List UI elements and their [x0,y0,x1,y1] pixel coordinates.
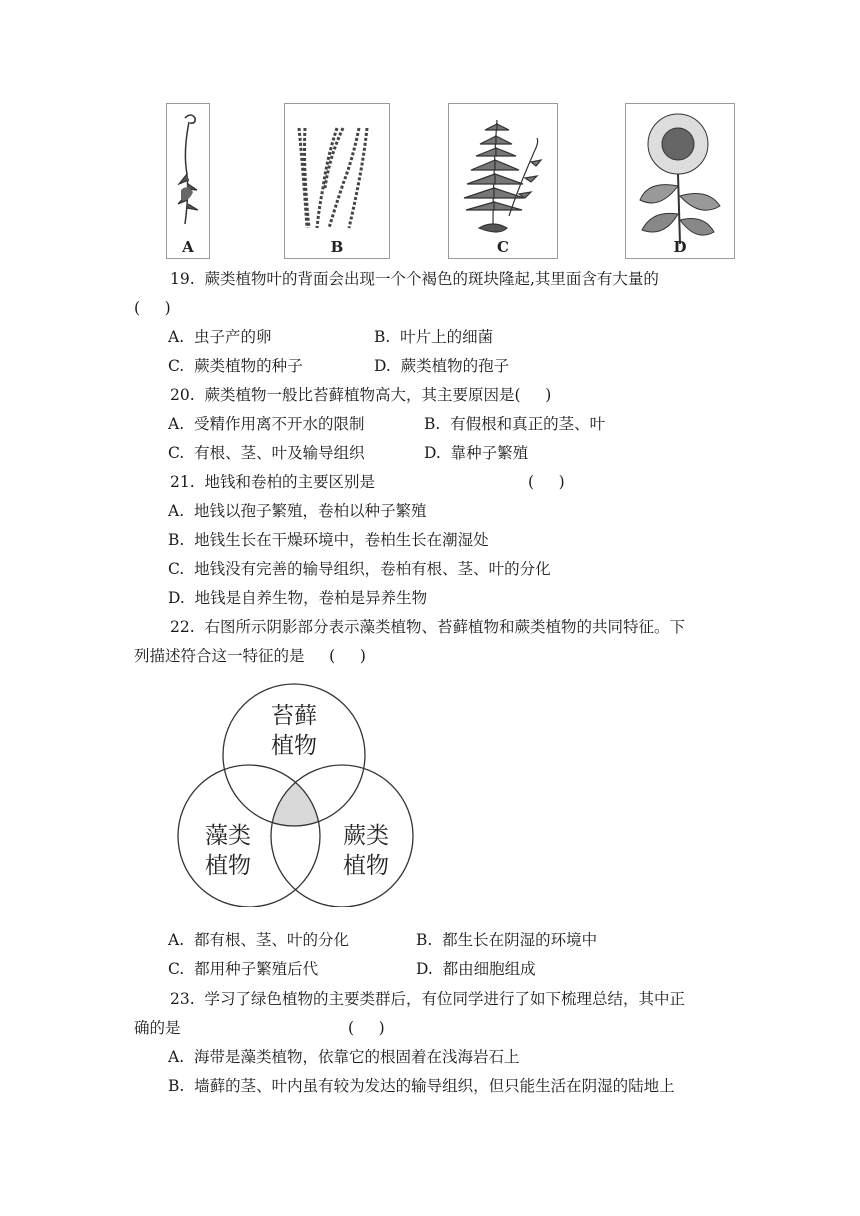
q21-stem: 21. 地钱和卷柏的主要区别是 [170,473,376,491]
fern-frond-icon [449,104,559,260]
q19-option-c[interactable]: C. 蕨类植物的种子 [168,357,303,375]
q19-option-a[interactable]: A. 虫子产的卵 [168,328,272,346]
sunflower-icon [626,104,736,260]
figure-b-box [284,103,390,259]
q23-stem-line1: 23. 学习了绿色植物的主要类群后，有位同学进行了如下梳理总结，其中正 [170,990,686,1008]
q19-stem-line2: ( ) [134,299,171,317]
q20-stem: 20. 蕨类植物一般比苔藓植物高大，其主要原因是( ) [170,386,552,404]
figure-b-label: B [330,238,344,256]
q21-option-a[interactable]: A. 地钱以孢子繁殖，卷柏以种子繁殖 [168,502,427,520]
figure-c-box [448,103,558,259]
venn-label-algae-1: 藻类 [205,823,251,849]
q23-option-a[interactable]: A. 海带是藻类植物，依靠它的根固着在浅海岩石上 [168,1048,520,1066]
q20-option-d[interactable]: D. 靠种子繁殖 [424,444,529,462]
q21-option-d[interactable]: D. 地钱是自养生物，卷柏是异养生物 [168,589,428,607]
figure-a-box [166,103,210,259]
q19-option-b[interactable]: B. 叶片上的细菌 [374,328,494,346]
q20-option-a[interactable]: A. 受精作用离不开水的限制 [168,415,365,433]
q21-answer-bracket: ( ) [528,473,565,491]
venn-label-fern-2: 植物 [343,853,389,879]
venn-diagram [176,683,420,907]
venn-label-moss-1: 苔藓 [271,703,317,729]
q20-option-c[interactable]: C. 有根、茎、叶及输导组织 [168,444,365,462]
figure-c-label: C [497,238,509,256]
moss-sporophyte-icon [167,104,211,260]
q23-answer-bracket: ( ) [348,1019,385,1037]
q22-option-b[interactable]: B. 都生长在阴湿的环境中 [416,931,598,949]
venn-label-algae-2: 植物 [205,853,251,879]
venn-label-moss-2: 植物 [271,733,317,759]
q19-stem-line1: 19. 蕨类植物叶的背面会出现一个个褐色的斑块隆起,其里面含有大量的 [170,270,659,288]
q21-option-b[interactable]: B. 地钱生长在干燥环境中，卷柏生长在潮湿处 [168,531,489,549]
q22-stem-line1: 22. 右图所示阴影部分表示藻类植物、苔藓植物和蕨类植物的共同特征。下 [170,618,686,636]
venn-label-fern-1: 蕨类 [343,823,389,849]
q22-option-c[interactable]: C. 都用种子繁殖后代 [168,960,319,978]
venn-shaded-intersection [271,765,413,907]
figure-a-label: A [182,238,194,256]
q23-stem-line2: 确的是 [134,1019,181,1037]
q20-option-b[interactable]: B. 有假根和真正的茎、叶 [424,415,606,433]
figure-d-box [625,103,735,259]
q19-option-d[interactable]: D. 蕨类植物的孢子 [374,357,510,375]
q21-option-c[interactable]: C. 地钱没有完善的输导组织，卷柏有根、茎、叶的分化 [168,560,551,578]
q22-option-a[interactable]: A. 都有根、茎、叶的分化 [168,931,349,949]
twisted-strands-icon [285,104,391,260]
q22-option-d[interactable]: D. 都由细胞组成 [416,960,536,978]
figure-d-label: D [673,238,687,256]
q22-stem-line2: 列描述符合这一特征的是 ( ) [134,647,366,665]
q23-option-b[interactable]: B. 墙藓的茎、叶内虽有较为发达的输导组织，但只能生活在阴湿的陆地上 [168,1077,675,1095]
